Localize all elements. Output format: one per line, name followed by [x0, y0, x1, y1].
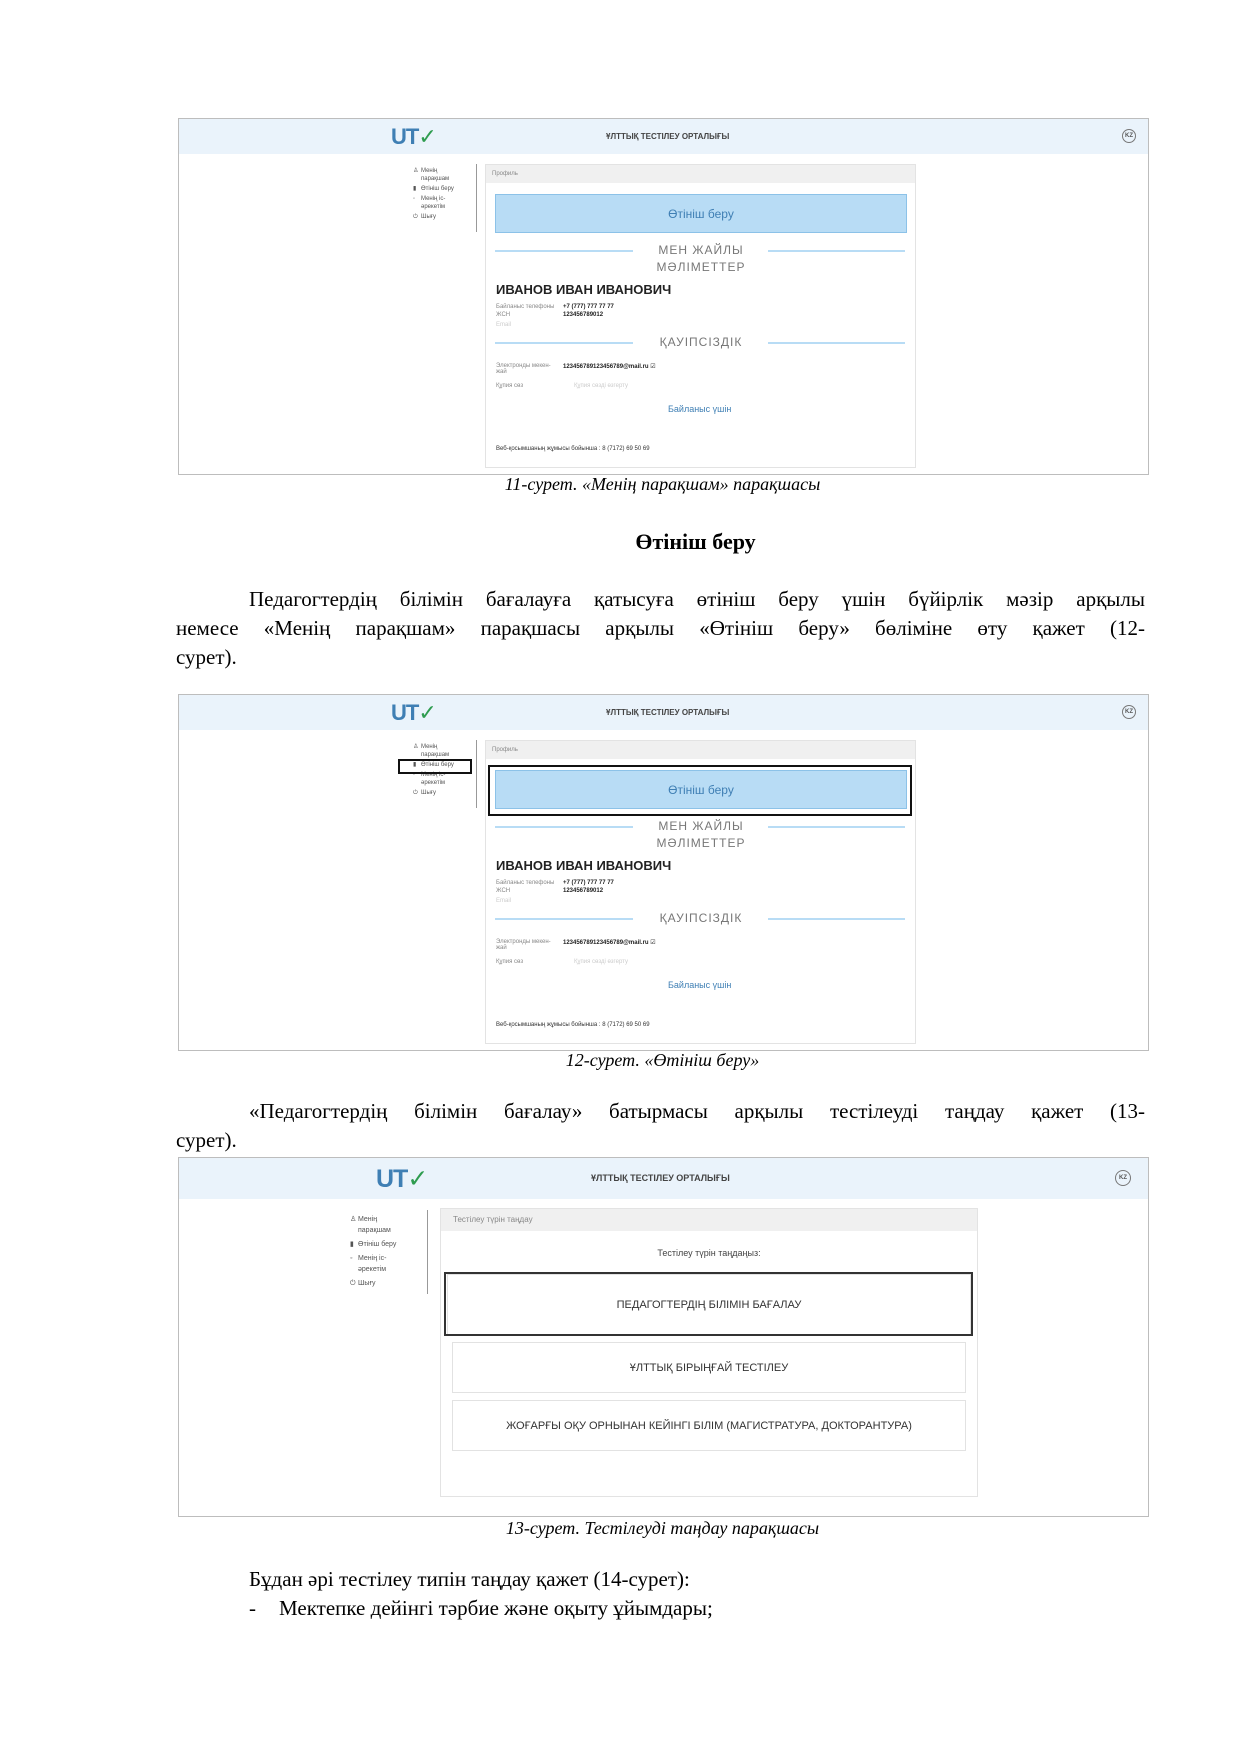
divider-left: [495, 826, 633, 828]
sidebar-item-history-line2: әрекетім: [421, 780, 446, 786]
security-title: ҚАУІПСІЗДІК: [659, 911, 743, 925]
history-icon: ◦: [413, 772, 416, 778]
power-icon: ⏻: [413, 214, 418, 220]
utc-logo: UT✓: [391, 700, 436, 725]
sidebar-item-apply[interactable]: ▮ Өтініш беру: [350, 1241, 397, 1248]
sidebar-item-history[interactable]: ◦ Менің іс-: [413, 196, 446, 202]
user-icon: ♙: [413, 168, 419, 174]
history-icon: ◦: [413, 196, 416, 202]
paragraph-2-line1: «Педагогтердің білімін бағалау» батырмасы арқылы тестілеуді таңдау қажет (13-: [249, 1099, 1145, 1123]
email-faint: Email: [496, 322, 512, 328]
sidebar-item-profile-line2: парақшам: [358, 1227, 391, 1234]
bullet-dash: -: [249, 1596, 256, 1620]
change-password-link[interactable]: Құпия сөзді өзгерту: [574, 383, 628, 389]
full-name: ИВАНОВ ИВАН ИВАНОВИЧ: [496, 282, 672, 297]
divider-right: [768, 250, 905, 252]
email-value: 123456789123456789@mail.ru ☑: [563, 940, 656, 946]
history-icon: ◦: [350, 1255, 353, 1262]
personal-title-line1: МЕН ЖАЙЛЫ: [658, 819, 744, 833]
paragraph-1-line3: сурет).: [176, 645, 237, 669]
power-icon: ⏻: [350, 1280, 356, 1287]
sidebar-item-profile[interactable]: ♙ Менің: [413, 744, 438, 750]
sidebar-item-history[interactable]: ◦ Менің іс-: [413, 772, 446, 778]
edit-icon[interactable]: ☑: [650, 940, 656, 946]
sidebar-menu: [350, 1214, 430, 1294]
power-icon: ⏻: [413, 790, 418, 796]
highlight-sidebar-apply: [398, 759, 472, 774]
screenshot-test-selection: [178, 1157, 1149, 1517]
language-switch-kz[interactable]: KZ: [1122, 129, 1136, 143]
email-label-line2: жай: [496, 369, 507, 375]
security-divider-right: [768, 918, 905, 920]
sidebar-item-apply[interactable]: ▮ Өтініш беру: [413, 762, 454, 768]
profile-panel: [485, 164, 916, 468]
phone-value: +7 (777) 777 77 77: [563, 880, 614, 886]
paragraph-1-line1: Педагогтердің білімін бағалауға қатысуға өтініш беру үшін бүйірлік мәзір арқылы: [249, 587, 1145, 611]
test-type-prompt: Тестілеу түрін таңдаңыз:: [657, 1248, 761, 1258]
sidebar-item-history-line2: әрекетім: [421, 204, 446, 210]
personal-info-title: [636, 818, 766, 852]
sidebar-item-profile[interactable]: ♙ Менің: [350, 1216, 378, 1223]
document-icon: ▮: [413, 762, 417, 768]
sidebar-divider: [476, 164, 477, 232]
test-type-panel: [440, 1208, 978, 1497]
edit-icon[interactable]: ☑: [650, 364, 656, 370]
support-text: Веб-қосымшаның жұмысы бойынша : 8 (7172) 69 50 69: [496, 446, 650, 452]
email-label-line1: Электронды мекен-: [496, 939, 551, 945]
email-label: [496, 363, 551, 375]
bullet-item-1: Мектепке дейінгі тәрбие және оқыту ұйымдары;: [279, 1596, 713, 1620]
password-label: Құпия сөз: [496, 959, 524, 965]
sidebar-item-logout[interactable]: ⏻ Шығу: [350, 1280, 376, 1287]
personal-title-line2: МӘЛІМЕТТЕР: [656, 260, 746, 274]
bar-title: ҰЛТТЫҚ ТЕСТІЛЕУ ОРТАЛЫҒЫ: [606, 132, 730, 141]
sidebar-item-profile-line2: парақшам: [421, 176, 450, 182]
personal-title-line2: МӘЛІМЕТТЕР: [656, 836, 746, 850]
document-icon: ▮: [413, 186, 417, 192]
panel-header: Профиль: [486, 741, 915, 759]
sidebar-item-profile[interactable]: ♙ Менің: [413, 168, 438, 174]
iin-value: 123456789012: [563, 312, 604, 318]
highlight-apply-button: [488, 765, 912, 816]
security-divider-left: [495, 342, 633, 344]
bar-title: ҰЛТТЫҚ ТЕСТІЛЕУ ОРТАЛЫҒЫ: [591, 1173, 730, 1183]
iin-value: 123456789012: [563, 888, 604, 894]
email-label-line2: жай: [496, 945, 507, 951]
bar-title: ҰЛТТЫҚ ТЕСТІЛЕУ ОРТАЛЫҒЫ: [606, 708, 730, 717]
section-title: Өтініш беру: [635, 529, 756, 554]
utc-logo: UT✓: [391, 124, 436, 149]
paragraph-3: Бұдан әрі тестілеу типін таңдау қажет (14-сурет):: [249, 1567, 690, 1591]
apply-button[interactable]: Өтініш беру: [495, 194, 907, 233]
document-icon: ▮: [350, 1241, 354, 1248]
phone-label: Байланыс телефоны: [496, 880, 555, 886]
email-value: 123456789123456789@mail.ru ☑: [563, 364, 656, 370]
sidebar-item-profile-line2: парақшам: [421, 752, 450, 758]
email-label: [496, 939, 551, 951]
apply-button[interactable]: Өтініш беру: [495, 770, 907, 809]
language-switch-kz[interactable]: KZ: [1115, 1170, 1131, 1186]
personal-info-title: [636, 242, 766, 276]
iin-label: ЖСН: [496, 888, 511, 894]
option-teacher-assessment[interactable]: ПЕДАГОГТЕРДІҢ БІЛІМІН БАҒАЛАУ: [447, 1274, 971, 1335]
personal-title-line1: МЕН ЖАЙЛЫ: [658, 243, 744, 257]
phone-label: Байланыс телефоны: [496, 304, 555, 310]
caption-11: 11-сурет. «Менің парақшам» парақшасы: [504, 474, 821, 494]
sidebar-item-history[interactable]: ◦ Менің іс-: [350, 1255, 387, 1262]
sidebar-item-logout[interactable]: ⏻ Шығу: [413, 214, 436, 220]
divider-left: [495, 250, 633, 252]
divider-right: [768, 826, 905, 828]
security-title: ҚАУІПСІЗДІК: [659, 335, 743, 349]
email-faint: Email: [496, 898, 512, 904]
sidebar-menu: [413, 167, 473, 227]
sidebar-item-history-line2: әрекетім: [358, 1266, 387, 1273]
screenshot-apply: [178, 694, 1149, 1051]
full-name: ИВАНОВ ИВАН ИВАНОВИЧ: [496, 858, 672, 873]
caption-13: 13-сурет. Тестілеуді таңдау парақшасы: [505, 1518, 820, 1538]
panel-header: Профиль: [486, 165, 915, 183]
user-icon: ♙: [350, 1216, 357, 1223]
security-divider-left: [495, 918, 633, 920]
sidebar-item-logout[interactable]: ⏻ Шығу: [413, 790, 436, 796]
paragraph-1-line2: немесе «Менің парақшам» парақшасы арқылы «Өтініш беру» бөліміне өту қажет (12-: [176, 616, 1145, 640]
contact-link[interactable]: Байланыс үшін: [668, 980, 732, 990]
caption-12: 12-сурет. «Өтініш беру»: [565, 1050, 760, 1070]
email-label-line1: Электронды мекен-: [496, 363, 551, 369]
screenshot-profile-page: [178, 118, 1149, 475]
option-unified-national-test[interactable]: ҰЛТТЫҚ БІРЫҢҒАЙ ТЕСТІЛЕУ: [452, 1342, 966, 1393]
change-password-link[interactable]: Құпия сөзді өзгерту: [574, 959, 628, 965]
utc-logo: UT✓: [376, 1165, 428, 1193]
option-postgraduate[interactable]: ЖОҒАРҒЫ ОҚУ ОРНЫНАН КЕЙІНГІ БІЛІМ (МАГИСТРАТУРА, ДОКТОРАНТУРА): [452, 1400, 966, 1451]
support-text: Веб-қосымшаның жұмысы бойынша : 8 (7172) 69 50 69: [496, 1022, 650, 1028]
highlight-teacher-assessment: [444, 1272, 973, 1336]
sidebar-item-apply[interactable]: ▮ Өтініш беру: [413, 186, 454, 192]
sidebar-divider: [476, 740, 477, 808]
language-switch-kz[interactable]: KZ: [1122, 705, 1136, 719]
paragraph-2-line2: сурет).: [176, 1128, 237, 1152]
phone-value: +7 (777) 777 77 77: [563, 304, 614, 310]
security-divider-right: [768, 342, 905, 344]
contact-link[interactable]: Байланыс үшін: [668, 404, 732, 414]
password-label: Құпия сөз: [496, 383, 524, 389]
sidebar-divider: [427, 1210, 428, 1294]
user-icon: ♙: [413, 744, 419, 750]
iin-label: ЖСН: [496, 312, 511, 318]
panel-header: Тестілеу түрін таңдау: [441, 1209, 977, 1231]
